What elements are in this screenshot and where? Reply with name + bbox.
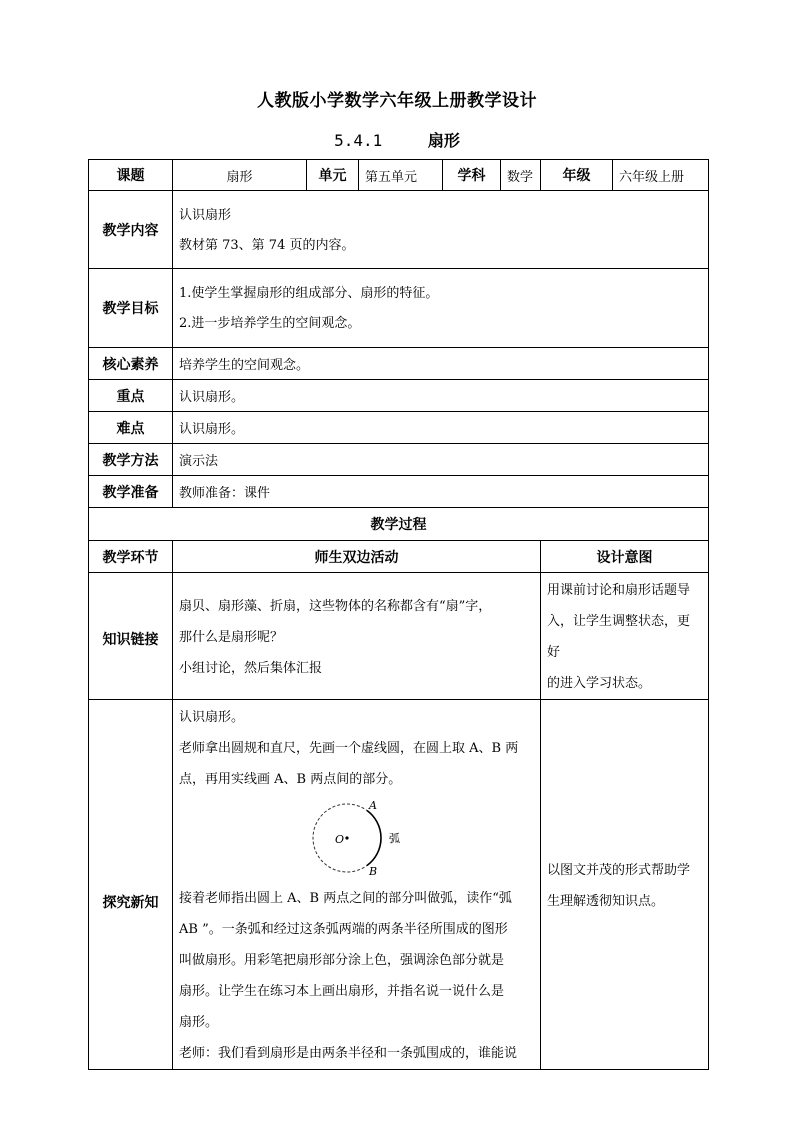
content-line: 教材第 73、第 74 页的内容。: [179, 237, 355, 253]
explore-intent: [541, 700, 709, 1070]
intent-header: 设计意图: [541, 541, 709, 573]
prep-label: 教学准备: [89, 476, 173, 508]
link-stage: 知识链接: [89, 573, 173, 700]
info-row: [89, 160, 709, 191]
goals-cell: [173, 269, 709, 348]
lesson-name: 扇形: [427, 131, 460, 150]
content-label: 教学内容: [89, 191, 173, 269]
explore-row: [89, 700, 709, 1070]
arc-label: 弧: [389, 832, 400, 845]
explore-stage: 探究新知: [89, 700, 173, 1070]
explore-line: AB ”。一条弧和经过这条弧两端的两条半径所围成的图形: [179, 922, 508, 937]
link-intent: [541, 573, 709, 700]
explore-activity: [173, 700, 541, 1070]
process-header-row: [89, 541, 709, 573]
explore-intent-line: 生理解透彻知识点。: [547, 893, 665, 909]
content-line: 认识扇形: [179, 207, 232, 223]
circle-arc-figure: [311, 799, 411, 877]
arc-ab: [367, 811, 381, 866]
topic-value: 扇形: [173, 160, 307, 191]
prep-row: [89, 476, 709, 508]
link-activity: [173, 573, 541, 700]
method-label: 教学方法: [89, 444, 173, 476]
explore-line: 老师：我们看到扇形是由两条半径和一条弧围成的，谁能说: [179, 1046, 518, 1061]
topic-label: 课题: [89, 160, 173, 191]
activity-header: 师生双边活动: [173, 541, 541, 573]
process-title-row: [89, 508, 709, 541]
prep-value: 教师准备：课件: [173, 476, 709, 508]
link-intent-line: 的进入学习状态。: [547, 676, 652, 691]
lesson-number: 5.4.1: [334, 131, 383, 150]
goal-line: 1.使学生掌握扇形的组成部分、扇形的特征。: [179, 286, 439, 301]
literacy-label: 核心素养: [89, 348, 173, 380]
subject-value: 数学: [501, 160, 541, 191]
difficulty-value: 认识扇形。: [173, 412, 709, 444]
unit-label: 单元: [307, 160, 359, 191]
explore-line: 扇形。让学生在练习本上画出扇形，并指名说一说什么是: [179, 984, 505, 999]
grade-value: 六年级上册: [613, 160, 709, 191]
subject-label: 学科: [443, 160, 501, 191]
process-title: 教学过程: [89, 508, 709, 541]
stage-header: 教学环节: [89, 541, 173, 573]
link-intent-line: 用课前讨论和扇形话题导: [547, 583, 691, 598]
sector-diagram: [179, 799, 534, 877]
lesson-plan-table: [88, 159, 709, 1070]
explore-line: 接着老师指出圆上 A、B 两点之间的部分叫做弧，读作“弧: [179, 891, 512, 906]
content-row: [89, 191, 709, 269]
grade-label: 年级: [541, 160, 613, 191]
link-intent-line: 入，让学生调整状态，更好: [547, 614, 691, 660]
method-value: 演示法: [173, 444, 709, 476]
explore-line: 扇形。: [179, 1015, 219, 1030]
center-o-label: O: [335, 833, 345, 846]
unit-value: 第五单元: [359, 160, 443, 191]
goals-label: 教学目标: [89, 269, 173, 348]
explore-line: 叫做扇形。用彩笔把扇形部分涂上色，强调涂色部分就是: [179, 953, 505, 968]
key-label: 重点: [89, 380, 173, 412]
method-row: [89, 444, 709, 476]
goals-row: [89, 269, 709, 348]
difficulty-row: [89, 412, 709, 444]
point-b-label: B: [369, 865, 378, 877]
document-title: 人教版小学数学六年级上册教学设计: [257, 91, 537, 111]
link-activity-line: 小组讨论，然后集体汇报: [179, 660, 323, 676]
goal-line: 2.进一步培养学生的空间观念。: [179, 316, 361, 331]
literacy-value: 培养学生的空间观念。: [173, 348, 709, 380]
key-row: [89, 380, 709, 412]
literacy-row: [89, 348, 709, 380]
explore-intent-line: 以图文并茂的形式帮助学: [547, 862, 691, 878]
link-activity-line: 那什么是扇形呢？: [179, 629, 284, 645]
explore-line: 老师拿出圆规和直尺，先画一个虚线圆，在圆上取 A、B 两: [179, 741, 519, 756]
explore-line: 点，再用实线画 A、B 两点间的部分。: [179, 772, 402, 787]
link-activity-line: 扇贝、扇形藻、折扇，这些物体的名称都含有“扇”字，: [179, 598, 492, 614]
lesson-heading: [0, 128, 794, 151]
explore-line: 认识扇形。: [179, 710, 245, 725]
center-point: [345, 836, 348, 839]
difficulty-label: 难点: [89, 412, 173, 444]
link-row: [89, 573, 709, 700]
content-cell: [173, 191, 709, 269]
point-a-label: A: [369, 799, 377, 812]
key-value: 认识扇形。: [173, 380, 709, 412]
